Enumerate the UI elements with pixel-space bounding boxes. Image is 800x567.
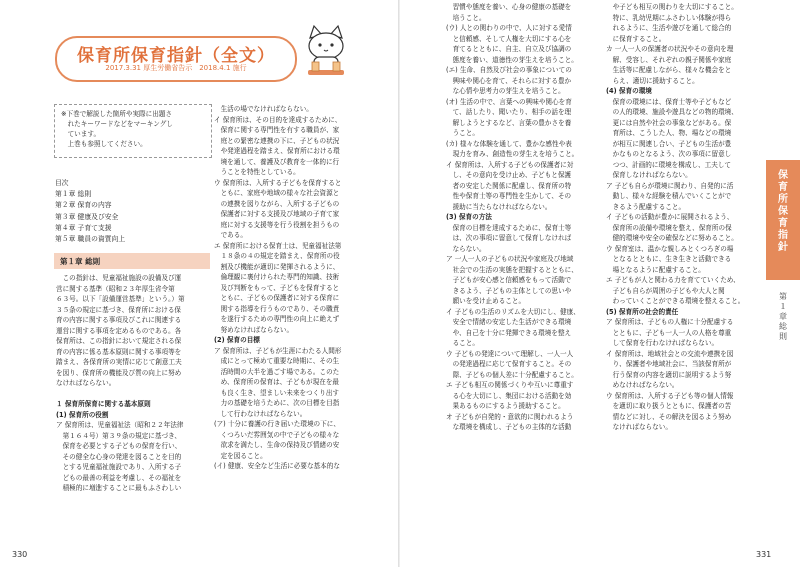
- text-line: 保育所は、この指針において規定される保: [56, 337, 182, 345]
- title-box: [55, 36, 297, 82]
- text-line: エ 子どもが人と関わる力を育てていくため、: [606, 276, 740, 284]
- text-line: ること。: [446, 339, 479, 347]
- text-line: 保育に関する専門性を有する職員が、家: [214, 126, 340, 134]
- text-line: に保育すること。: [606, 34, 666, 43]
- text-line: の人的環境、施設や遊具などの物的環境、: [606, 108, 738, 116]
- column-3: [446, 2, 608, 547]
- text-line: 関する指導を行うものであり、その職責: [214, 304, 340, 313]
- text-line: ア 一人一人の子どもの状況や家庭及び地域: [446, 255, 574, 263]
- text-line: め、保育所の保育は、子どもが現在を最: [214, 378, 340, 386]
- text-line: とともに、子ども一人一人の人格を尊重: [606, 328, 732, 337]
- text-line: 育所は、こうした人、物、場などの環境: [606, 129, 732, 137]
- text-line: 特に、乳幼児期にふさわしい体験が得ら: [606, 13, 732, 22]
- text-line: 生活等に配慮しながら、様々な機会をと: [606, 66, 732, 74]
- text-line: (2) 保育の目標: [214, 336, 260, 344]
- text-line: なければならない。: [56, 379, 116, 387]
- text-line: (1) 保育所の役割: [56, 410, 109, 419]
- text-line: の発達過程に応じて保育すること。その: [446, 360, 572, 368]
- text-line: は、次の事項に留意して保育しなければ: [446, 234, 572, 242]
- text-line: (ア) 十分に養護の行き届いた環境の下に、: [214, 420, 340, 428]
- text-line: きるよう、子どもの主体としての思いや: [446, 286, 572, 295]
- toc-item: 第４章 子育て支援: [55, 223, 112, 232]
- text-line: 願いを受け止めること。: [446, 297, 526, 305]
- text-line: １ 保育所保育に関する基本原則: [56, 400, 151, 408]
- text-line: となるとともに、生き生きと活動できる: [606, 255, 732, 263]
- table-of-contents: [55, 178, 205, 245]
- text-line: めなければならない。: [606, 381, 679, 389]
- text-line: 場となるように配慮すること。: [606, 265, 705, 274]
- text-line: 子どもが安心感と信頼感をもって活動で: [446, 276, 572, 284]
- text-line: 培うこと。: [446, 13, 486, 22]
- note-text: [61, 109, 207, 149]
- text-line: 第１６４号）第３９条の規定に基づき、: [56, 431, 182, 440]
- text-line: 割及び機能が適切に発揮されるように、: [214, 262, 340, 271]
- text-line: どもの最善の利益を考慮し、その福祉を: [56, 473, 182, 482]
- text-line: (オ) 生活の中で、言葉への興味や関心を育: [446, 97, 572, 106]
- column-1: [56, 273, 210, 545]
- text-line: イ 保育所は、地域社会との交流や連携を図: [606, 349, 734, 358]
- text-line: して行わなければならない。: [214, 409, 307, 418]
- text-line: ならない。: [446, 244, 486, 253]
- text-line: うこと。: [446, 129, 479, 137]
- text-line: とする児童福祉施設であり、入所する子: [56, 463, 182, 471]
- text-line: 情などに対し、その解決を図るよう努め: [606, 412, 732, 421]
- text-line: 努めなければならない。: [214, 325, 294, 334]
- text-line: エ 子ども相互の関係づくりや互いに尊重す: [446, 381, 574, 389]
- text-line: 安全で情緒の安定した生活ができる環境: [446, 318, 572, 326]
- text-line: 果あるものにするよう援助すること。: [446, 402, 565, 410]
- text-line: きるよう配慮すること。: [606, 202, 686, 211]
- text-line: (エ) 生命、自然及び社会の事象についての: [446, 66, 572, 74]
- text-line: エ 保育所における保育士は、児童福祉法第: [214, 241, 342, 250]
- text-line: 倫理観に裏付けられた専門的知識、技術: [214, 273, 340, 281]
- text-line: [56, 389, 210, 400]
- text-line: 行う保育の内容を適切に説明するよう努: [606, 370, 732, 379]
- note-line: 上巻も参照してください。: [61, 140, 147, 148]
- text-line: つつ、計画的に環境を構成し、工夫して: [606, 160, 732, 169]
- text-line: ア 子ども自らが環境に関わり、自発的に活: [606, 181, 734, 190]
- toc-item: 第３章 健康及び安全: [55, 212, 119, 221]
- text-line: 欲求を満たし、生命の保持及び情緒の安: [214, 441, 340, 449]
- text-line: 及び判断をもって、子どもを保育すると: [214, 283, 340, 292]
- text-line: 営に関する基準（昭和２３年厚生省令第: [56, 284, 175, 293]
- text-line: な心情や思考力の芽生えを培うこと。: [446, 87, 565, 95]
- text-line: うことを特性としている。: [214, 168, 300, 176]
- text-line: 者の安定した関係に配慮し、保育所の特: [446, 181, 572, 190]
- text-line: (カ) 様々な体験を通して、豊かな感性や表: [446, 139, 572, 148]
- text-line: 興味や関心を育て、それらに対する豊か: [446, 76, 572, 85]
- text-line: 積極的に増進することに最もふさわしい: [56, 484, 182, 492]
- text-line: れるように、生活や遊びを通して総合的: [606, 24, 732, 32]
- text-line: な環境を構成し、子どもの主体的な活動: [446, 423, 572, 431]
- text-line: 運営に関する事項を定めるものである。各: [56, 326, 182, 335]
- side-tab: [766, 160, 800, 280]
- text-line: １８条の４の規定を踏まえ、保育所の役: [214, 252, 340, 260]
- page-number-right: 331: [756, 550, 772, 559]
- chapter-heading: 第１章 総則: [60, 257, 101, 266]
- note-line: ※下巻で解説した箇所や実際に出題さ: [61, 110, 173, 118]
- text-line: 踏まえ、各保育所の実情に応じて創意工夫: [56, 358, 182, 366]
- text-line: して保育を行わなければならない。: [606, 339, 719, 347]
- toc-title: 目次: [55, 179, 69, 187]
- text-line: ウ 保育所は、入所する子ども等の個人情報: [606, 391, 734, 400]
- toc-item: 第２章 保育の内容: [55, 201, 112, 210]
- text-line: や子ども相互の関わりを大切にすること。: [606, 3, 738, 11]
- text-line: ア 保育所は、児童福祉法（昭和２２年法律: [56, 421, 184, 429]
- text-line: (5) 保育所の社会的責任: [606, 307, 679, 316]
- text-line: 定を図ること。: [214, 451, 267, 460]
- text-line: ウ 子どもの発達について理解し、一人一人: [446, 349, 574, 358]
- side-tab-label: 保育所保育指針: [778, 170, 788, 253]
- page-subtitle: 2017.3.31 厚生労働省告示 2018.4.1 施行: [105, 64, 247, 72]
- text-line: り、保護者や地域社会に、当該保育所が: [606, 360, 732, 368]
- text-line: て、話したり、聞いたり、相手の話を理: [446, 108, 572, 116]
- text-line: 解、受容し、それぞれの親子関係や家庭: [606, 55, 732, 64]
- text-line: 保育の環境には、保育士等や子どもなど: [606, 97, 732, 106]
- right-page: [400, 0, 800, 567]
- text-line: なければならない。: [606, 423, 672, 431]
- text-line: 保育所の設備や環境を整え、保育所の保: [606, 223, 732, 232]
- text-line: 育てるとともに、自主、自立及び協調の: [446, 45, 572, 53]
- text-line: ３５条の規定に基づき、保育所における保: [56, 305, 182, 314]
- text-line: 現力を育み、創造性の芽生えを培うこと。: [446, 150, 579, 158]
- text-line: 習慣や態度を養い、心身の健康の基礎を: [446, 3, 572, 11]
- toc-item: 第５章 職員の資質向上: [55, 234, 126, 243]
- text-line: この指針は、児童福祉施設の設備及び運: [56, 274, 182, 282]
- text-line: 態度を養い、道徳性の芽生えを培うこと。: [446, 55, 578, 64]
- text-line: らえ、適切に援助すること。: [606, 76, 699, 85]
- text-line: ア 保育所は、子どもが生涯にわたる人間形: [214, 346, 342, 355]
- text-line: (ウ) 人との関わりの中で、人に対する愛情: [446, 24, 572, 32]
- text-line: 際、子どもの個人差に十分配慮すること。: [446, 370, 578, 379]
- text-line: ウ 保育所は、入所する子どもを保育すると: [214, 178, 342, 187]
- text-line: 保育の目標を達成するために、保育士等: [446, 223, 572, 232]
- side-chapter-label: 第１章 総則: [779, 292, 787, 341]
- text-line: 子ども自らが周囲の子どもや大人と関: [606, 286, 725, 295]
- text-line: オ 子どもが自発的・意欲的に関われるよう: [446, 412, 574, 421]
- note-line: れたキーワードなどをマーキングし: [61, 120, 173, 128]
- text-line: が相互に関連し合い、子どもの生活が豊: [606, 139, 732, 148]
- note-line: ています。: [61, 130, 101, 138]
- text-line: を図り、保育所の機能及び質の向上に努め: [56, 368, 182, 377]
- toc-item: 第１章 総則: [55, 190, 92, 199]
- text-line: し、その意向を受け止め、子どもと保護: [446, 171, 572, 179]
- text-line: 庭との緊密な連携の下に、子どもの状況: [214, 136, 340, 145]
- text-line: イ 子どもの生活のリズムを大切にし、健康、: [446, 307, 580, 316]
- text-line: も良く生き、望ましい未来をつくり出す: [214, 388, 340, 397]
- page-number-left: 330: [12, 550, 28, 559]
- text-line: 生活の場でなければならない。: [214, 105, 313, 113]
- text-line: わっていくことができる環境を整えること。: [606, 297, 745, 305]
- text-line: イ 保育所は、入所する子どもの保護者に対: [446, 160, 574, 169]
- text-line: と信頼感、そして人権を大切にする心を: [446, 34, 572, 43]
- text-line: ア 保育所は、子どもの人権に十分配慮する: [606, 318, 734, 326]
- text-line: その健全な心身の発達を図ることを目的: [56, 452, 182, 461]
- text-line: かなものとなるよう、次の事項に留意し: [606, 150, 732, 158]
- text-line: を遂行するための専門性の向上に絶えず: [214, 315, 340, 323]
- text-line: 保育しなければならない。: [606, 171, 692, 179]
- text-line: 動し、様々な経験を積んでいくことがで: [606, 192, 732, 200]
- text-line: (3) 保育の方法: [446, 213, 492, 221]
- text-line: イ 子どもの活動が豊かに展開されるよう、: [606, 213, 734, 221]
- text-line: 社会での生活の実態を把握するとともに、: [446, 265, 578, 274]
- text-line: 解しようとするなど、言葉の豊かさを養: [446, 118, 572, 127]
- text-line: ともに、家庭や地域の様々な社会資源と: [214, 189, 340, 197]
- text-line: である。: [214, 231, 247, 239]
- page-title: 保育所保育指針（全文）: [77, 46, 275, 66]
- text-line: カ 一人一人の保護者の状況やその意向を理: [606, 45, 734, 53]
- text-line: る心を大切にし、集団における活動を効: [446, 391, 572, 400]
- text-line: (イ) 健康、安全など生活に必要な基本的な: [214, 462, 340, 470]
- text-line: ６３号。以下「設備運営基準」という。）第: [56, 295, 185, 303]
- text-line: (4) 保育の環境: [606, 87, 652, 95]
- column-2: [214, 104, 374, 544]
- text-line: くつろいだ雰囲気の中で子どもの様々な: [214, 430, 340, 439]
- text-line: 性や保育士等の専門性を生かして、その: [446, 192, 572, 200]
- text-line: 育の内容に関する事項及びこれに関連する: [56, 316, 182, 324]
- text-line: 庭に対する支援等を行う役割を担うもの: [214, 220, 340, 229]
- chapter-heading-bar: [54, 253, 210, 269]
- text-line: 力の基礎を培うために、次の目標を目指: [214, 399, 340, 407]
- text-line: 援助に当たらなければならない。: [446, 202, 552, 211]
- text-line: ウ 保育室は、温かな親しみとくつろぎの場: [606, 244, 734, 253]
- text-line: 成にとって極めて重要な時期に、その生: [214, 357, 340, 365]
- text-line: 境を通して、養護及び教育を一体的に行: [214, 157, 340, 166]
- note-box: [54, 104, 212, 158]
- text-line: の連携を図りながら、入所する子どもの: [214, 199, 340, 208]
- text-line: を適切に取り扱うとともに、保護者の苦: [606, 402, 732, 410]
- column-4: [606, 2, 766, 547]
- text-line: 健的環境や安全の確保などに努めること。: [606, 234, 738, 242]
- text-line: 保育を必要とする子どもの保育を行い、: [56, 442, 182, 450]
- cat-mascot-icon: [298, 24, 354, 84]
- text-line: 保護者に対する支援及び地域の子育て家: [214, 210, 340, 218]
- text-line: や発達過程を踏まえ、保育所における環: [214, 147, 340, 155]
- text-line: ともに、子どもの保護者に対する保育に: [214, 294, 340, 302]
- text-line: や、自己を十分に発揮できる環境を整え: [446, 328, 572, 337]
- text-line: イ 保育所は、その目的を達成するために、: [214, 115, 342, 124]
- text-line: 活時間の大半を過ごす場である。このた: [214, 367, 340, 376]
- text-line: 更には自然や社会の事象などがある。保: [606, 118, 732, 127]
- text-line: 育の内容に係る基本原則に関する事項等を: [56, 347, 182, 356]
